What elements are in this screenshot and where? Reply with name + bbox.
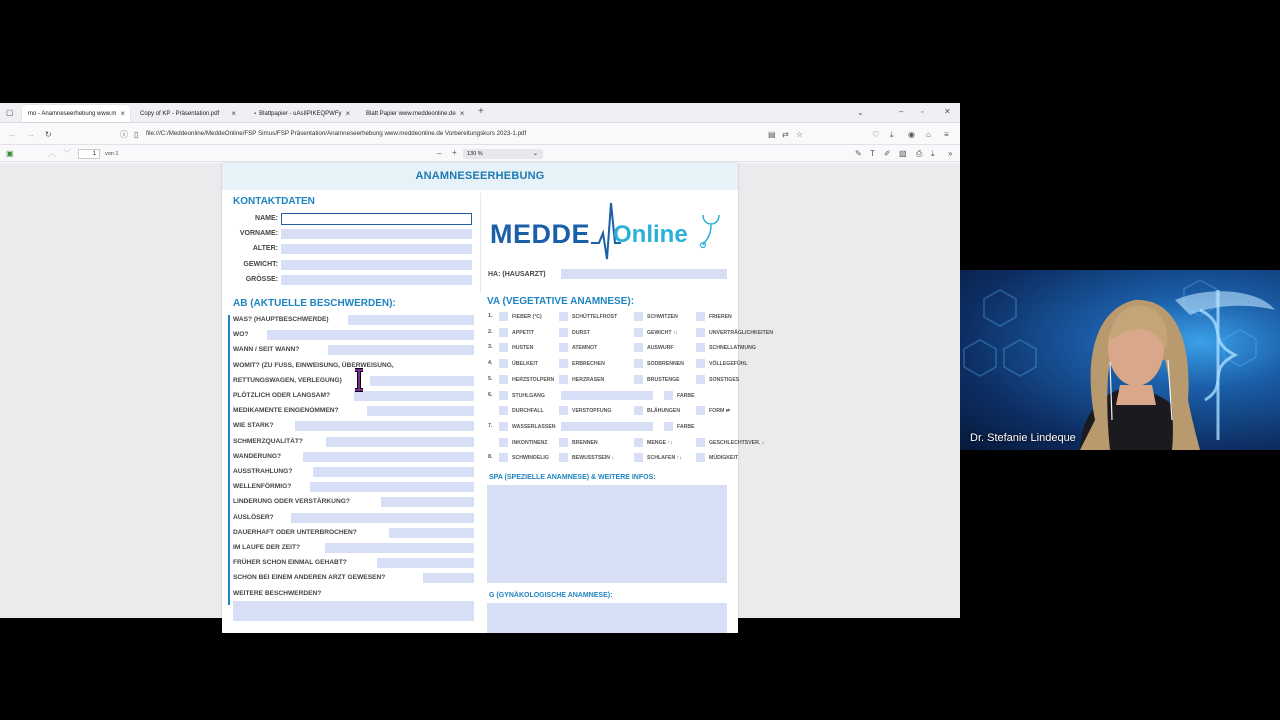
va-item-label: APPETIT: [512, 329, 534, 336]
zoom-in-icon[interactable]: +: [452, 148, 457, 157]
ab-item-label: WIE STARK?: [233, 422, 274, 430]
download-icon[interactable]: ⤓: [890, 130, 894, 139]
ab-item-label: FRÜHER SCHON EINMAL GEHABT?: [233, 559, 347, 567]
va-row-number: 1.: [488, 313, 493, 319]
ab-item-label: WO?: [233, 331, 249, 339]
webcam-video: [960, 270, 1280, 450]
alter-label: ALTER:: [252, 245, 278, 252]
document-icon: ▪: [254, 110, 257, 117]
window-close-icon[interactable]: ✕: [944, 107, 951, 116]
zoom-select[interactable]: [463, 149, 543, 159]
file-icon: ▯: [134, 130, 139, 139]
va-item-label: HUSTEN: [512, 345, 534, 352]
va-checkbox[interactable]: [499, 391, 508, 400]
ab-item-field[interactable]: [267, 330, 474, 340]
va-row-number: 8.: [488, 454, 493, 461]
name-field[interactable]: [281, 213, 472, 225]
va-checkbox[interactable]: [634, 375, 643, 384]
va-item-label: BEWUSSTSEIN ↓: [572, 455, 615, 462]
va-item-label: SCHWITZEN: [647, 314, 678, 320]
pdf-toolbar: [0, 146, 960, 162]
name-label: NAME:: [255, 215, 278, 222]
alter-field[interactable]: [281, 244, 472, 254]
va-checkbox[interactable]: [559, 406, 568, 415]
ab-item-label: WOMIT? (ZU FUSS, EINWEISUNG, ÜBERWEISUNG,: [233, 361, 394, 369]
back-icon[interactable]: ←: [8, 130, 16, 139]
va-row-number: 6.: [488, 391, 493, 398]
browser-window: [0, 103, 960, 618]
spa-title: SPA (SPEZIELLE ANAMNESE) & WEITERE INFOS:: [489, 474, 656, 481]
ab-item-label: AUSLÖSER?: [233, 513, 274, 521]
va-item-label: MÜDIGKEIT: [709, 455, 739, 462]
va-checkbox[interactable]: [696, 359, 705, 368]
minimize-icon[interactable]: –: [899, 107, 904, 116]
va-checkbox[interactable]: [664, 391, 673, 400]
va-item-label: FARBE: [677, 423, 695, 430]
va-item-label: BLÄHUNGEN: [647, 408, 681, 415]
webcam-background-icon: [960, 270, 1280, 450]
va-item-label: SONSTIGES: [709, 376, 740, 383]
ab-item-field[interactable]: [326, 437, 474, 447]
va-checkbox[interactable]: [696, 375, 705, 384]
gewicht-field[interactable]: [281, 260, 472, 270]
groesse-label: GRÖSSE:: [245, 276, 278, 283]
va-title: VA (VEGETATIVE ANAMNESE):: [487, 296, 635, 307]
form-header: [222, 163, 738, 190]
zoom-value: 130 %: [467, 151, 483, 157]
va-checkbox[interactable]: [634, 328, 643, 337]
info-icon[interactable]: ⓘ: [120, 130, 128, 139]
ab-item-label: SCHMERZQUALITÄT?: [233, 437, 303, 445]
va-item-label: HERZRASEN: [572, 376, 605, 383]
hausarzt-field[interactable]: [561, 269, 727, 279]
va-checkbox[interactable]: [696, 328, 705, 337]
tab-list-icon[interactable]: ▢: [6, 108, 14, 117]
previous-page-icon[interactable]: ︿: [48, 149, 56, 158]
va-checkbox[interactable]: [634, 453, 643, 462]
ab-item-field[interactable]: [310, 482, 474, 492]
ab-item-label: MEDIKAMENTE EINGENOMMEN?: [233, 407, 339, 415]
va-item-label: BRENNEN: [572, 439, 598, 446]
hausarzt-label: HA: (HAUSARZT): [488, 271, 546, 278]
va-item-label: ERBRECHEN: [572, 361, 605, 368]
ab-item-field[interactable]: [313, 467, 474, 477]
va-checkbox[interactable]: [696, 406, 705, 415]
tab-label: Blatt Papier www.meddeonline.de: [366, 110, 456, 117]
va-text-field[interactable]: [561, 422, 653, 431]
close-icon[interactable]: ×: [345, 109, 351, 118]
ab-accent-bar: [228, 315, 230, 605]
pocket-icon[interactable]: ♡: [872, 130, 880, 139]
ab-item-field[interactable]: [370, 376, 474, 386]
translate-icon[interactable]: ⇄: [782, 130, 789, 139]
ab-item-field[interactable]: [377, 558, 474, 568]
tab-anamneseerhebung[interactable]: [22, 105, 130, 122]
ab-item-label: WANDERUNG?: [233, 452, 281, 460]
vorname-label: VORNAME:: [239, 230, 278, 237]
va-item-label: SCHNELLATMUNG: [709, 345, 756, 352]
print-icon[interactable]: ⎙: [916, 149, 923, 158]
ab-item-field[interactable]: [303, 452, 474, 462]
column-divider: [480, 193, 481, 293]
extensions-icon[interactable]: ⌂: [926, 130, 931, 139]
page-number-input[interactable]: 1: [78, 149, 100, 159]
ab-item-label: AUSSTRAHLUNG?: [233, 468, 293, 475]
va-item-label: FRIEREN: [709, 314, 732, 320]
sidebar-toggle-icon[interactable]: ▣: [6, 149, 14, 158]
text-icon[interactable]: T: [870, 149, 875, 158]
va-checkbox[interactable]: [499, 343, 508, 352]
va-row-number: 7.: [488, 422, 493, 429]
navigation-bar: [0, 124, 960, 145]
ab-item-field[interactable]: [291, 513, 474, 523]
medde-online-logo: [487, 201, 732, 263]
zoom-out-icon[interactable]: –: [437, 149, 442, 158]
ab-item-label: PLÖTZLICH ODER LANGSAM?: [233, 392, 331, 399]
va-item-label: FIEBER (°C): [512, 314, 542, 320]
va-checkbox[interactable]: [559, 312, 568, 321]
new-tab-icon[interactable]: +: [478, 106, 484, 117]
va-checkbox[interactable]: [696, 343, 705, 352]
close-icon[interactable]: ×: [459, 109, 465, 118]
forward-icon[interactable]: →: [27, 130, 35, 139]
va-item-label: SCHLAFEN ↑↓: [647, 455, 682, 462]
va-item-label: VERSTOPFUNG: [572, 408, 612, 415]
va-checkbox[interactable]: [499, 453, 508, 462]
va-checkbox[interactable]: [499, 406, 508, 415]
va-checkbox[interactable]: [499, 375, 508, 384]
ab-item-label: DAUERHAFT ODER UNTERBROCHEN?: [233, 528, 357, 536]
next-page-icon[interactable]: ﹀: [63, 149, 71, 158]
va-item-label: INKONTINENZ: [512, 439, 548, 446]
ab-item-label: WANN / SEIT WANN?: [233, 346, 300, 354]
url-field[interactable]: file:///C:/Meddeonline/MeddeOnline/FSP Simus/FSP Präsentation/Anamneseerhebung www.meddeonline.de Vorbereitungskurs 2023-1.pdf: [146, 130, 527, 137]
va-checkbox[interactable]: [559, 343, 568, 352]
va-row-number: 3.: [488, 344, 493, 351]
va-checkbox[interactable]: [499, 359, 508, 368]
va-item-label: ATEMNOT: [572, 345, 598, 352]
tab-copy-of-kp[interactable]: [134, 105, 242, 122]
page-count: von 1: [105, 151, 119, 157]
ab-item-field[interactable]: [389, 528, 474, 538]
va-checkbox[interactable]: [559, 438, 568, 447]
va-item-label: FORM ⇄: [709, 408, 731, 415]
draw-icon[interactable]: ✐: [884, 149, 891, 158]
highlight-icon[interactable]: ✎: [855, 149, 862, 158]
ab-item-label: LINDERUNG ODER VERSTÄRKUNG?: [233, 498, 350, 506]
logo-text-online: Online: [613, 221, 688, 248]
tab-label: Blattpapier - uAsIIPIKEQPWFy: [259, 110, 342, 117]
va-checkbox[interactable]: [559, 328, 568, 337]
ab-item-label: IM LAUFE DER ZEIT?: [233, 544, 301, 551]
va-item-label: HERZSTOLPERN: [512, 376, 555, 383]
tab-label: mo - Anamneseerhebung www.m: [28, 110, 117, 117]
close-icon[interactable]: ×: [120, 109, 126, 118]
form-title: ANAMNESEERHEBUNG: [415, 170, 545, 182]
logo-text-medde: MEDDE: [490, 219, 591, 249]
ab-item-label: WAS? (HAUPTBESCHWERDE): [233, 316, 329, 323]
ab-item-field[interactable]: [328, 345, 474, 355]
va-item-label: FARBE: [677, 392, 695, 399]
bookmark-star-icon[interactable]: ☆: [796, 130, 804, 139]
weitere-beschwerden-field[interactable]: [233, 601, 474, 621]
g-textarea[interactable]: [487, 603, 727, 633]
va-item-label: SODBRENNEN: [647, 361, 684, 368]
reload-icon[interactable]: ↻: [45, 130, 52, 139]
ab-item-label: WEITERE BESCHWERDEN?: [233, 589, 322, 597]
reader-icon[interactable]: ▤: [768, 130, 776, 139]
image-icon[interactable]: ▧: [899, 149, 907, 158]
va-text-field[interactable]: [561, 391, 653, 400]
ab-item-field[interactable]: [354, 391, 474, 401]
ab-title: AB (AKTUELLE BESCHWERDEN):: [233, 298, 396, 309]
kontaktdaten-title: KONTAKTDATEN: [233, 196, 315, 207]
va-item-label: ÜBELKEIT: [512, 361, 538, 368]
va-item-label: SCHÜTTELFROST: [572, 314, 618, 320]
va-checkbox[interactable]: [634, 406, 643, 415]
tab-blatt-papier[interactable]: [360, 105, 470, 122]
participant-name: Dr. Stefanie Lindeque: [970, 432, 1076, 444]
stethoscope-logo-icon: [699, 213, 725, 249]
menu-icon[interactable]: ≡: [944, 130, 949, 139]
pdf-page: [222, 163, 773, 633]
va-checkbox[interactable]: [634, 343, 643, 352]
tab-blattpapier[interactable]: [248, 105, 356, 122]
ab-item-field[interactable]: [367, 406, 474, 416]
va-checkbox[interactable]: [499, 312, 508, 321]
va-item-label: VÖLLEGEFÜHL: [709, 361, 748, 368]
va-checkbox[interactable]: [634, 438, 643, 447]
ab-item-field[interactable]: [348, 315, 474, 325]
va-item-label: UNVERTRÄGLICHKEITEN: [709, 329, 773, 336]
va-checkbox[interactable]: [559, 453, 568, 462]
save-icon[interactable]: ⤓: [931, 149, 935, 158]
ab-item-field[interactable]: [295, 421, 474, 431]
va-item-label: BRUSTENGE: [647, 376, 680, 383]
ab-item-field[interactable]: [423, 573, 474, 583]
g-title: G (GYNÄKOLOGISCHE ANAMNESE):: [489, 592, 613, 599]
gewicht-label: GEWICHT:: [243, 261, 278, 268]
va-item-label: WASSERLASSEN: [512, 423, 556, 430]
va-checkbox[interactable]: [696, 312, 705, 321]
account-icon[interactable]: ◉: [908, 130, 915, 139]
va-item-label: GESCHLECHTSVER. ↓: [709, 439, 765, 446]
va-item-label: DURCHFALL: [512, 408, 544, 415]
va-row-number: 5.: [488, 375, 493, 382]
va-checkbox[interactable]: [634, 312, 643, 321]
tab-label: Copy of KP - Präsentation.pdf: [140, 110, 220, 117]
ab-item-label: WELLENFÖRMIG?: [233, 483, 292, 491]
ab-item-label: RETTUNGSWAGEN, VERLEGUNG): [233, 376, 342, 384]
tab-overflow-icon[interactable]: ⌄: [857, 108, 864, 117]
va-checkbox[interactable]: [559, 375, 568, 384]
va-checkbox[interactable]: [696, 453, 705, 462]
va-item-label: AUSWURF: [647, 345, 674, 352]
vorname-field[interactable]: [281, 229, 472, 239]
va-item-label: STUHLGANG: [512, 392, 545, 399]
va-item-label: MENGE ↑↓: [647, 439, 673, 446]
va-checkbox[interactable]: [664, 422, 673, 431]
va-checkbox[interactable]: [499, 328, 508, 337]
more-tools-icon[interactable]: »: [948, 149, 953, 158]
va-item-label: GEWICHT ↑↓: [647, 329, 679, 336]
groesse-field[interactable]: [281, 275, 472, 285]
va-item-label: DURST: [572, 329, 590, 336]
va-row-number: 4.: [488, 360, 493, 367]
va-checkbox[interactable]: [634, 359, 643, 368]
va-item-label: SCHWINDELIG: [512, 455, 549, 462]
va-checkbox[interactable]: [499, 422, 508, 431]
text-cursor-icon: [352, 368, 366, 392]
chevron-down-icon: ⌄: [532, 151, 538, 157]
ab-item-label: SCHON BEI EINEM ANDEREN ARZT GEWESEN?: [233, 574, 386, 582]
va-checkbox[interactable]: [559, 359, 568, 368]
va-row-number: 2.: [488, 328, 493, 335]
ab-item-field[interactable]: [325, 543, 474, 553]
va-checkbox[interactable]: [696, 438, 705, 447]
tab-bar: [0, 103, 960, 123]
pdf-viewport[interactable]: [0, 163, 960, 618]
spa-textarea[interactable]: [487, 485, 727, 583]
ab-item-field[interactable]: [381, 497, 474, 507]
close-icon[interactable]: ×: [231, 109, 236, 118]
maximize-icon[interactable]: ▫: [921, 109, 924, 116]
va-checkbox[interactable]: [499, 438, 508, 447]
